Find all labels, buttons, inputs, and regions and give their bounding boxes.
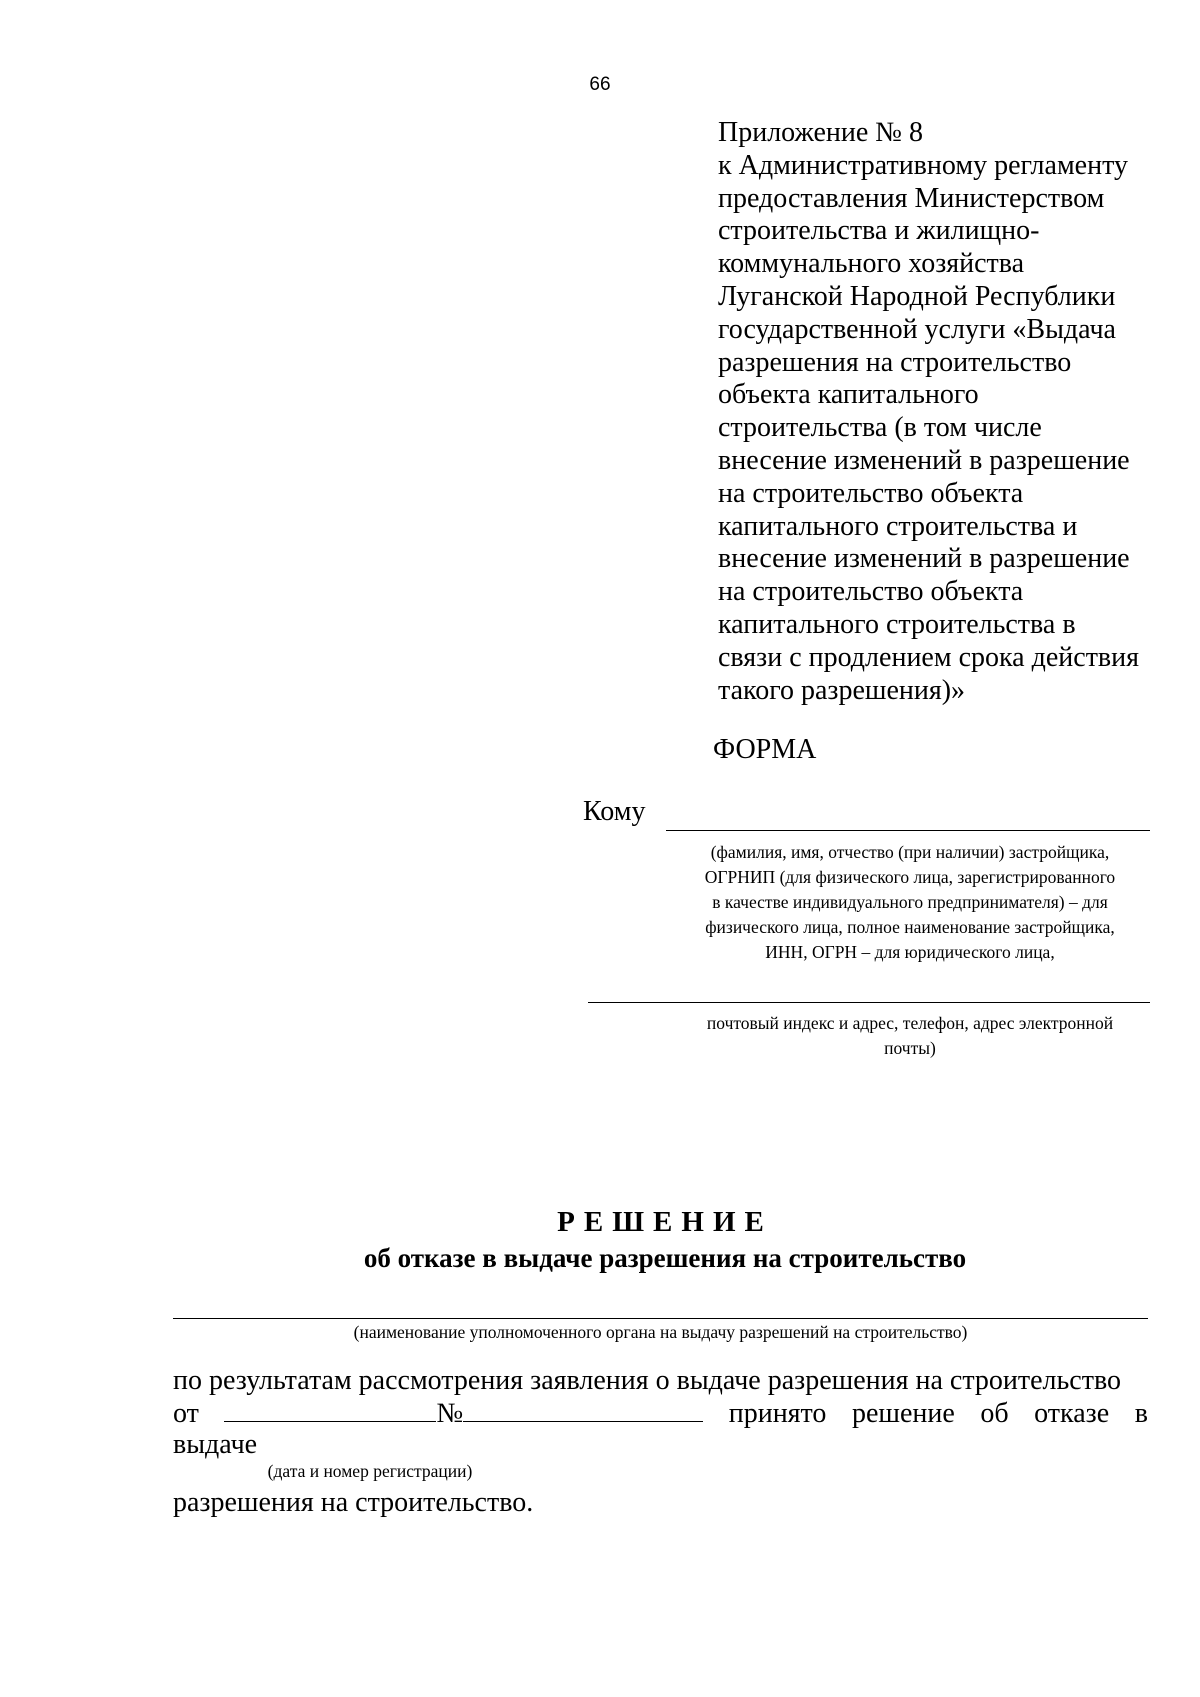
decision-text-line-2 (173, 1397, 1148, 1430)
number-sign: № (436, 1398, 464, 1429)
registration-hint: (дата и номер регистрации) (267, 1461, 473, 1481)
appendix-line: Приложение № 8 (718, 117, 923, 148)
appendix-line: предоставления Министерством (718, 182, 1105, 214)
appendix-line: связи с продлением срока действия (718, 641, 1140, 673)
recipient-hint-line: физического лица, полное наименование застройщика, (705, 917, 1115, 937)
registration-fields (224, 1397, 703, 1430)
appendix-block (718, 117, 1188, 707)
recipient-label: Кому (583, 796, 646, 827)
decision-subtitle: об отказе в выдаче разрешения на строительство (363, 1243, 967, 1273)
address-hint-line: почты) (884, 1038, 936, 1058)
appendix-line: объекта капитального (718, 379, 979, 411)
appendix-line: государственной услуги «Выдача (718, 313, 1116, 345)
appendix-line: строительства и жилищно- (718, 215, 1040, 247)
line2-word: об (980, 1398, 1009, 1429)
appendix-line: к Административному регламенту (718, 149, 1128, 181)
appendix-line: внесение изменений в разрешение (718, 444, 1130, 476)
line2-word: решение (851, 1398, 955, 1429)
page-number: 66 (589, 74, 611, 95)
recipient-hint-line: (фамилия, имя, отчество (при наличии) застройщика, (710, 842, 1110, 862)
recipient-address-hint (640, 1011, 1180, 1061)
appendix-line: внесение изменений в разрешение (718, 543, 1130, 575)
line2-word: отказе (1034, 1398, 1110, 1429)
from-word: от (173, 1398, 199, 1429)
address-hint-line: почтовый индекс и адрес, телефон, адрес электронной (706, 1013, 1114, 1033)
line2-word: в (1134, 1398, 1148, 1429)
appendix-line: капитального строительства в (718, 608, 1076, 640)
authority-hint: (наименование уполномоченного органа на выдачу разрешений на строительство) (353, 1322, 968, 1342)
appendix-line: коммунального хозяйства (718, 248, 1025, 280)
recipient-name-line (666, 830, 1150, 831)
decision-text-line-3: выдаче (173, 1429, 258, 1460)
registration-number-field[interactable] (463, 1397, 703, 1422)
appendix-line: такого разрешения)» (718, 674, 966, 706)
appendix-line: на строительство объекта (718, 576, 1024, 608)
form-label: ФОРМА (713, 734, 817, 765)
appendix-line: на строительство объекта (718, 477, 1024, 509)
recipient-hint (640, 840, 1180, 965)
appendix-line: Луганской Народной Республики (718, 280, 1116, 312)
decision-text-line-1 (173, 1365, 1148, 1397)
decision-text-line-4: разрешения на строительство. (173, 1487, 534, 1518)
recipient-hint-line: ИНН, ОГРН – для юридического лица, (765, 942, 1055, 962)
line2-word: принято (728, 1398, 827, 1429)
appendix-line: капитального строительства и (718, 510, 1078, 542)
recipient-address-line (588, 1002, 1150, 1003)
line1-text: по результатам рассмотрения заявления о выдаче разрешения на строительство (173, 1365, 1121, 1396)
recipient-hint-line: ОГРНИП (для физического лица, зарегистрированного (704, 867, 1116, 887)
registration-date-field[interactable] (224, 1397, 436, 1422)
recipient-hint-line: в качестве индивидуального предпринимателя) – для (712, 892, 1108, 912)
appendix-line: строительства (в том числе (718, 412, 1042, 444)
authority-name-line (173, 1318, 1148, 1319)
decision-title: РЕШЕНИЕ (557, 1206, 773, 1238)
appendix-line: разрешения на строительство (718, 346, 1072, 378)
